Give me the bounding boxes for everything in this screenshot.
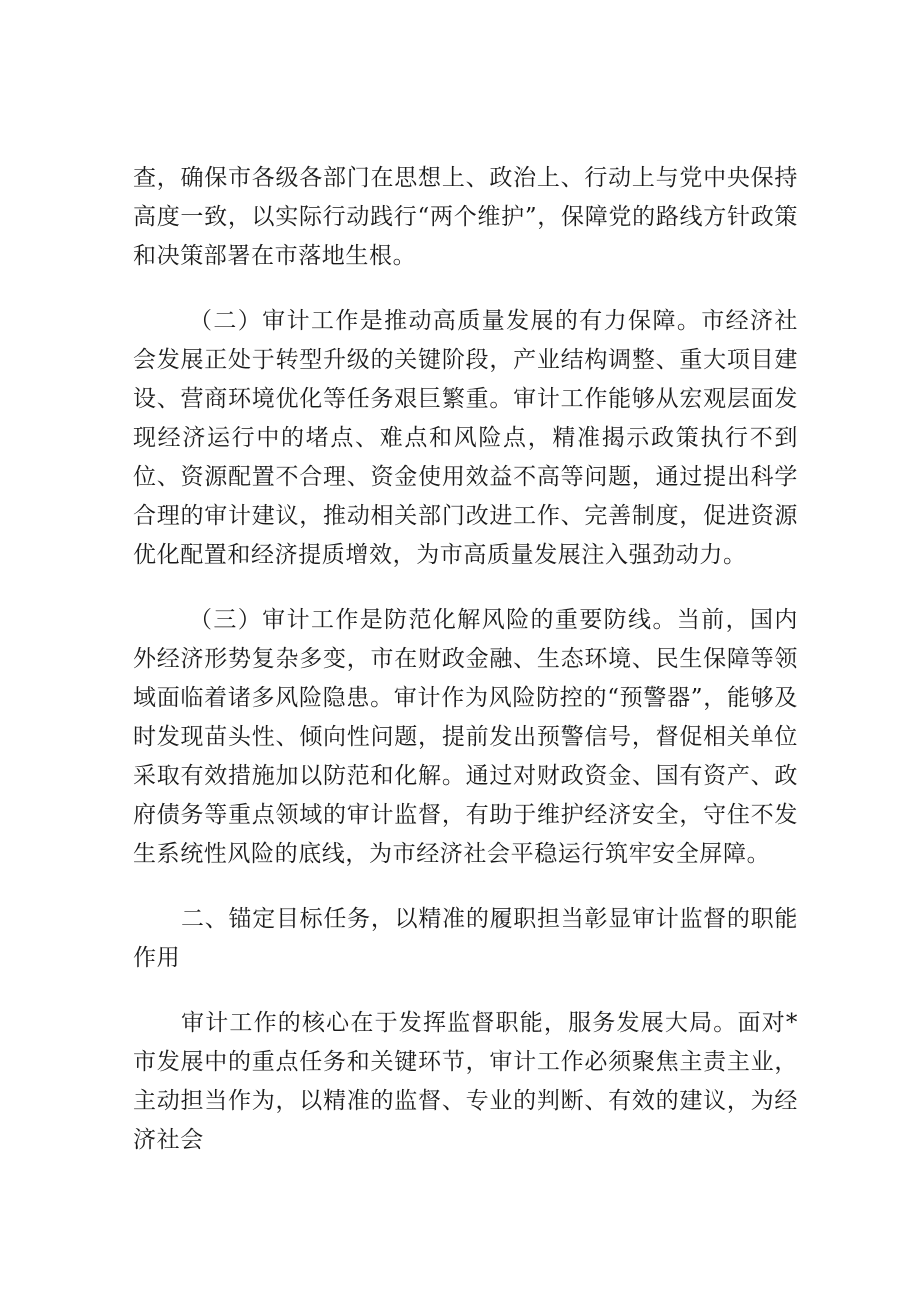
- paragraph-section-3: （三）审计工作是防范化解风险的重要防线。当前，国内外经济形势复杂多变，市在财政金融、生态环境、民生保障等领域面临着诸多风险隐患。审计作为风险防控的“预警器”，能够及时发现苗头性、倾向性问题，提前发出预警信号，督促相关单位采取有效措施加以防范和化解。通过对财政资金、国有资产、政府债务等重点领域的审计监督，有助于维护经济安全，守住不发生系统性风险的底线，为市经济社会平稳运行筑牢安全屏障。: [133, 607, 798, 867]
- section-heading: 二、锚定目标任务，以精准的履职担当彰显审计监督的职能作用: [133, 906, 798, 971]
- paragraph-section-2: （二）审计工作是推动高质量发展的有力保障。市经济社会发展正处于转型升级的关键阶段，产业结构调整、重大项目建设、营商环境优化等任务艰巨繁重。审计工作能够从宏观层面发现经济运行中的堵点、难点和风险点，精准揭示政策执行不到位、资源配置不合理、资金使用效益不高等问题，通过提出科学合理的审计建议，推动相关部门改进工作、完善制度，促进资源优化配置和经济提质增效，为市高质量发展注入强劲动力。: [133, 308, 798, 568]
- paragraph-audit-core: 审计工作的核心在于发挥监督职能，服务发展大局。面对*市发展中的重点任务和关键环节，审计工作必须聚焦主责主业，主动担当作为，以精准的监督、专业的判断、有效的建议，为经济社会: [133, 1010, 798, 1153]
- paragraph-spacing: [133, 276, 798, 302]
- paragraph-spacing: [133, 978, 798, 1004]
- paragraph-spacing: [133, 874, 798, 900]
- paragraph-continuation: 查，确保市各级各部门在思想上、政治上、行动上与党中央保持高度一致，以实际行动践行“两个维护”，保障党的路线方针政策和决策部署在市落地生根。: [133, 165, 798, 269]
- document-body: [133, 159, 798, 1160]
- paragraph-spacing: [133, 575, 798, 601]
